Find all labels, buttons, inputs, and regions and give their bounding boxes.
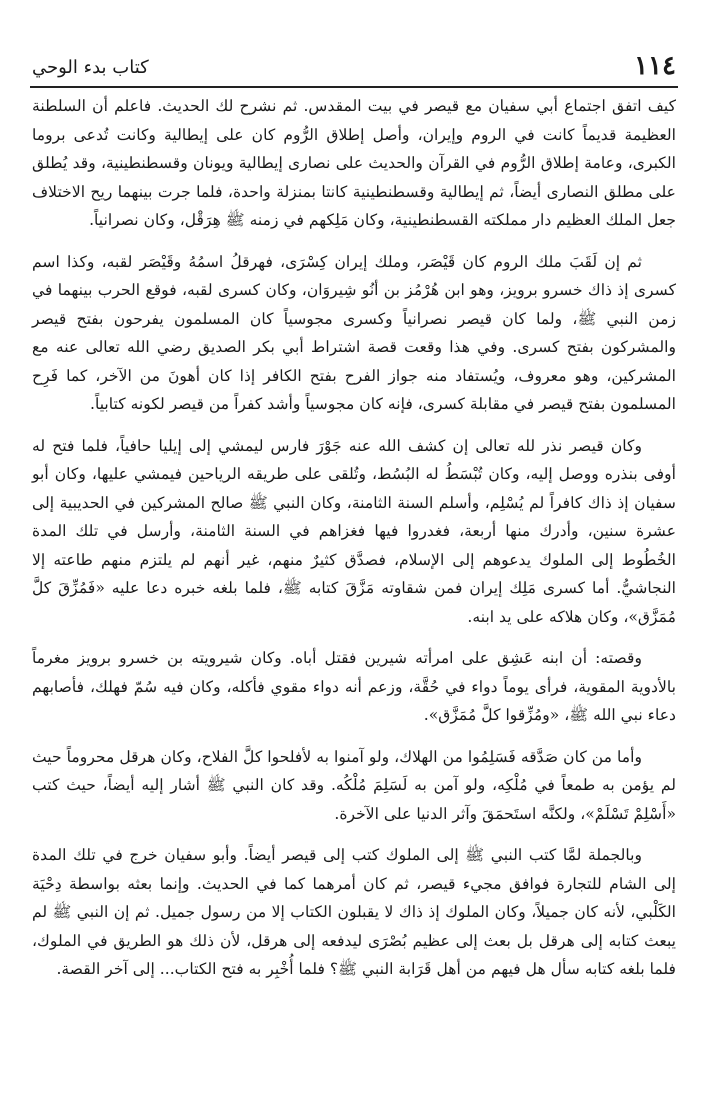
paragraph-3: وكان قيصر نذر لله تعالى إن كشف الله عنه جَوْرَ فارس ليمشي إلى إيليا حافياً، فلما فتح له أوفى بنذره ووصل إليه، وكان تُبْسَطُ له البُسُط، وتُلقى على طريقه الرياحين فيمشي عليها، وكان أبو سفيان إذ ذاك كافراً لم يُسْلِم، وأسلم السنة الثامنة، وكان النبي ﷺ صالح المشركين في الحديبية إلى عشرة سنين، وأدرك منها أربعة، فغدروا فيها فغزاهم في السنة الثامنة، وأرسل في تلك المدة الخُطُوط إلى الملوك يدعوهم إلى الإسلام، فصدَّق كثيرٌ منهم، غير أنهم لم يلتزم منهم طاعته إلا النجاشيُّ. أما كسرى مَلِك إيران فمن شقاوته مَزَّقَ كتابه ﷺ، فلما بلغه خبره دعا عليه «فَمُزِّقَ كلَّ مُمَزَّق»، وكان هلاكه على يد ابنه.: [32, 436, 677, 626]
body-text: [32, 92, 676, 997]
paragraph-4: وقصته: أن ابنه عَشِق على امرأته شيرين فقتل أباه. وكان شيرويته بن خسرو برويز مغرماً بالأدوية المقوية، فرأى يوماً دواء في حُقَّة، وزعم أنه دواء مقوي فأكله، وكان فيه سُمّ فهلك، فأصابهم دعاء نبي الله ﷺ، «ومُزِّقوا كلَّ مُمَزَّق».: [32, 649, 676, 724]
page-header: [30, 42, 678, 88]
paragraph-6: وبالجملة لمَّا كتب النبي ﷺ إلى الملوك كتب إلى قيصر أيضاً. وأبو سفيان خرج في تلك المدة إلى الشام للتجارة فوافق مجيء قيصر، ثم كان أمرهما كما في الحديث. وإنما بعثه بواسطة دِحْيَة الكَلْبي، لأنه كان جميلاً، وكان الملوك إذ ذاك لا يقبلون الكتاب إلا من رسول جميل. ثم إن النبي ﷺ لم يبعث كتابه إلى هرقل بل بعث إلى عظيم بُصْرَى ليدفعه إلى هرقل، لأن ذلك هو الطريق في الملوك، فلما بلغه كتابه سأل هل فيهم من أهل قَرَابة النبي ﷺ؟ فلما أُخْبِر به فتح الكتاب... إلى آخر القصة.: [32, 846, 676, 978]
page-number: ١١٤: [634, 51, 676, 81]
paragraph-1: كيف اتفق اجتماع أبي سفيان مع قيصر في بيت المقدس. ثم نشرح لك الحديث. فاعلم أن السلطنة العظيمة قديماً كانت في الروم وإيران، وأصل إطلاق الرُّوم كان على إيطالية وكانت تُدعى بروما الكبرى، وعامة إطلاق الرُّوم في القرآن والحديث على نصارى إيطالية ويونان وقسطنطينية، وقد يُطلق على مطلق النصارى أيضاً، ثم إيطالية وقسطنطينية كانتا بمنزلة واحدة، فلما جرت بينهما ريح الاختلاف جعل الملك العظيم دار مملكته القسطنطينية، وكان مَلِكهم في زمنه ﷺ هِرَقْل، وكان نصرانياً.: [32, 97, 676, 229]
running-head: كتاب بدء الوحي: [32, 57, 149, 78]
paragraph-5: وأما من كان صَدَّقه فَسَلِمُوا من الهلاك، ولو آمنوا به لأفلحوا كلَّ الفلاح، وكان هرقل محروماً حيث لم يؤمن به طمعاً في مُلْكِه، ولو آمن به لَسَلِمَ مُلْكُه. وقد كان النبي ﷺ أشار إليه أيضاً، حيث كتب «أَسْلِمْ تَسْلَمْ»، ولكنَّه استَحمَقَ وآثر الدنيا على الآخرة.: [32, 747, 676, 823]
paragraph-2: ثم إن لَقَبَ ملك الروم كان قَيْصَر، وملك إيران كِسْرَى، فهرقلُ اسمُهُ وقَيْصَر لقبه، وكذا اسم كسرى إذ ذاك خسرو برويز، وهو ابن هُرْمُز بن أنُو شِيروَان، وكان كسرى لقبه، فوقع الحرب بينهما في زمن النبي ﷺ، ولما كان قيصر نصرانياً وكسرى مجوسياً كان المسلمون يفرحون بفتح قيصر والمشركون بفتح كسرى. وفي هذا وقعت قصة اشتراط أبي بكر الصديق رضي الله تعالى عنه مع المشركين، وهو معروف، ويُستفاد منه جواز الفرح بفتح الكافر إذا كان أهونَ من الآخر، كما فَرِح المسلمون بفتح قيصر في مقابلة كسرى، فإنه كان مجوسياً وأشد كفراً من قيصر لكونه كتابياً.: [32, 252, 676, 413]
